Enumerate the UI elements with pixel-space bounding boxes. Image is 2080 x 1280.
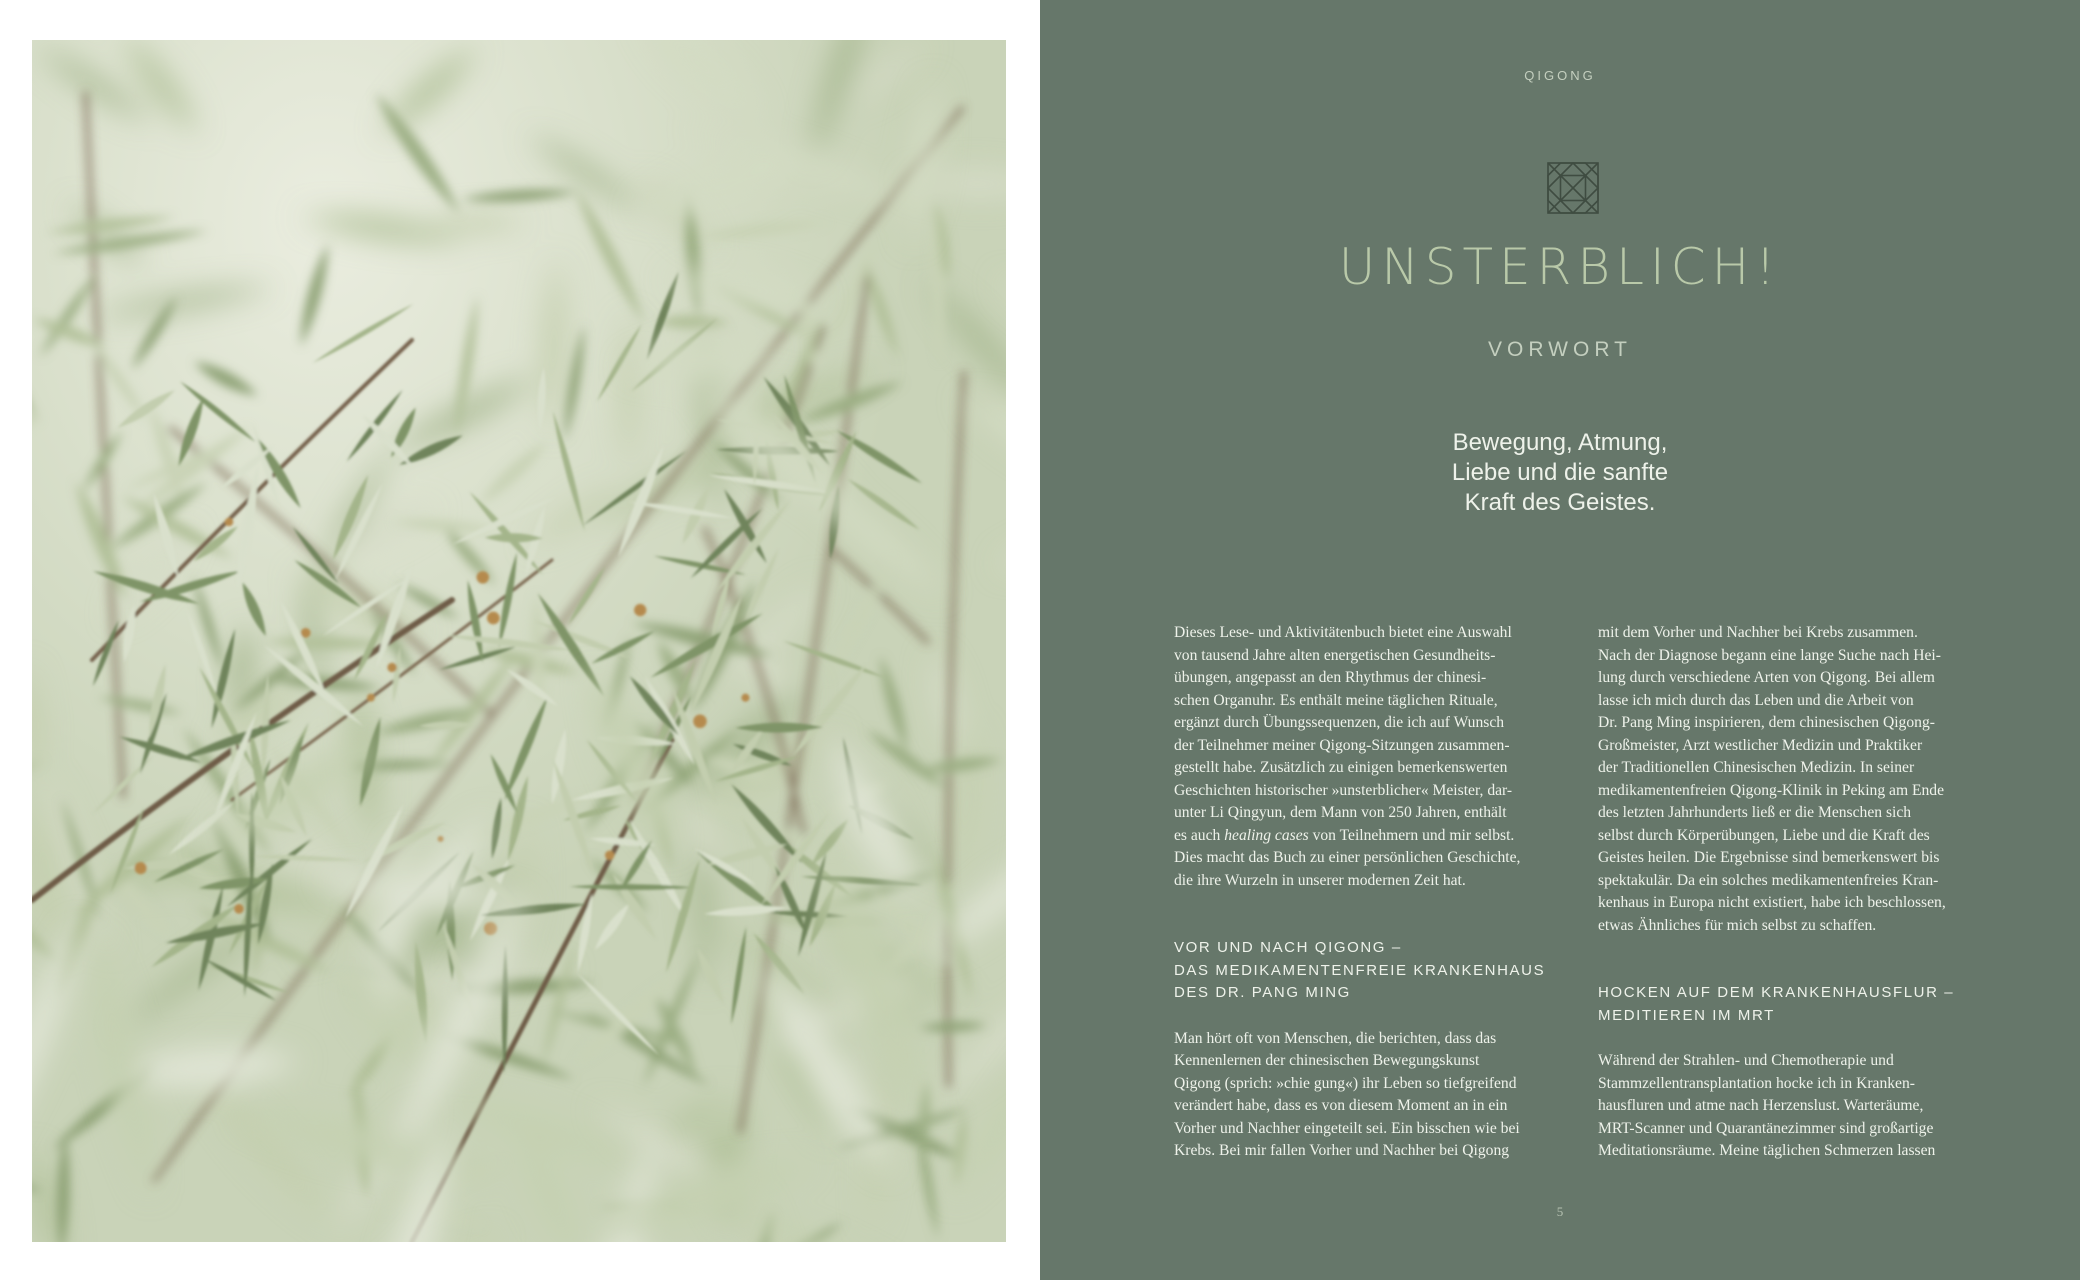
- text-line: Vorher und Nachher eingeteilt sei. Ein bisschen wie bei: [1174, 1119, 1520, 1137]
- text-line: Nach der Diagnose begann eine lange Suche nach Hei-: [1598, 646, 1941, 664]
- intro-paragraph: [1174, 622, 1574, 892]
- text-line: gestellt habe. Zusätzlich zu einigen bemerkenswerten: [1174, 759, 1508, 776]
- text-line: spektakulär. Da ein solches medikamentenfreies Kran-: [1598, 871, 1939, 889]
- text-line: Qigong (sprich: »chie gung«) ihr Leben so tiefgreifend: [1174, 1074, 1517, 1092]
- text-line: der Teilnehmer meiner Qigong-Sitzungen zusammen-: [1174, 736, 1510, 754]
- foliage-illustration: [32, 40, 1006, 1242]
- tagline-line: Kraft des Geistes.: [1464, 489, 1656, 516]
- text-line: Man hört oft von Menschen, die berichten, dass das: [1174, 1029, 1497, 1047]
- text-line: lasse ich mich durch das Leben und die Arbeit von: [1598, 691, 1914, 709]
- text-line: Während der Strahlen- und Chemotherapie und: [1598, 1052, 1894, 1069]
- text-line: übungen, angepasst an den Rhythmus der chinesi-: [1174, 669, 1487, 686]
- heading-line: HOCKEN AUF DEM KRANKENHAUSFLUR –: [1598, 984, 1955, 1001]
- section-heading-hospital-corridor: [1598, 982, 1998, 1027]
- section2-paragraph: [1598, 1050, 1998, 1163]
- text-line: Dr. Pang Ming inspirieren, dem chinesischen Qigong-: [1598, 714, 1935, 731]
- section1-paragraph: [1174, 1028, 1574, 1163]
- text-line: Kennenlernen der chinesischen Bewegungskunst: [1174, 1052, 1480, 1069]
- right-page: [1040, 0, 2080, 1280]
- text-line: Dieses Lese- und Aktivitätenbuch bietet eine Auswahl: [1174, 624, 1512, 641]
- text-line: die ihre Wurzeln in unserer modernen Zeit hat.: [1174, 871, 1466, 889]
- text-column-right: [1598, 622, 1998, 1163]
- text-line: kenhaus in Europa nicht existiert, habe ich beschlossen,: [1598, 894, 1946, 911]
- running-head: QIGONG: [1524, 68, 1596, 83]
- tagline-line: Bewegung, Atmung,: [1452, 429, 1668, 456]
- text-line: Dies macht das Buch zu einer persönlichen Geschichte,: [1174, 849, 1521, 866]
- geometric-lattice-icon: [1545, 160, 1601, 216]
- heading-line: DAS MEDIKAMENTENFREIE KRANKENHAUS: [1174, 961, 1546, 979]
- text-column-left: [1174, 622, 1574, 1163]
- page-subtitle: VORWORT: [1488, 338, 1632, 361]
- section-heading-qigong-hospital: [1174, 937, 1574, 1005]
- text-line: der Traditionellen Chinesischen Medizin. In seiner: [1598, 759, 1915, 776]
- text-line: schen Organuhr. Es enthält meine täglichen Rituale,: [1174, 691, 1498, 709]
- text-line: Krebs. Bei mir fallen Vorher und Nachher bei Qigong: [1174, 1142, 1510, 1159]
- foliage-photo: [32, 40, 1006, 1242]
- text-line: MRT-Scanner und Quarantänezimmer sind großartige: [1598, 1119, 1934, 1137]
- text-line: ergänzt durch Übungssequenzen, die ich auf Wunsch: [1174, 714, 1505, 731]
- text-line: Großmeister, Arzt westlicher Medizin und Praktiker: [1598, 736, 1923, 754]
- text-line: lung durch verschiedene Arten von Qigong. Bei allem: [1598, 669, 1935, 686]
- text-line: unter Li Qingyun, dem Mann von 250 Jahren, enthält: [1174, 804, 1507, 821]
- continuation-paragraph: [1598, 622, 1998, 937]
- text-line: medikamentenfreien Qigong-Klinik in Peking am Ende: [1598, 781, 1945, 799]
- text-line: Geschichten historischer »unsterblicher« Meister, dar-: [1174, 781, 1513, 799]
- page-title: UNSTERBLICH!: [1338, 238, 1782, 296]
- heading-line: DES DR. PANG MING: [1174, 984, 1351, 1001]
- text-line: etwas Ähnliches für mich selbst zu schaffen.: [1598, 916, 1877, 934]
- text-line: Geistes heilen. Die Ergebnisse sind bemerkenswert bis: [1598, 849, 1940, 866]
- text-line: hausfluren und atme nach Herzenslust. Warteräume,: [1598, 1097, 1924, 1114]
- text-line: selbst durch Körperübungen, Liebe und die Kraft des: [1598, 826, 1930, 844]
- page-number: 5: [1556, 1204, 1564, 1219]
- text-line: verändert habe, dass es von diesem Moment an in ein: [1174, 1097, 1508, 1114]
- text-line-italic-phrase: es auch healing cases von Teilnehmern und mir selbst.: [1174, 826, 1515, 844]
- heading-line: MEDITIEREN IM MRT: [1598, 1006, 1775, 1024]
- text-line: Stammzellentransplantation hocke ich in Kranken-: [1598, 1074, 1915, 1092]
- text-line: mit dem Vorher und Nachher bei Krebs zusammen.: [1598, 624, 1918, 641]
- tagline-line: Liebe und die sanfte: [1451, 459, 1669, 486]
- text-line: Meditationsräume. Meine täglichen Schmerzen lassen: [1598, 1142, 1936, 1159]
- text-line: des letzten Jahrhunderts ließ er die Menschen sich: [1598, 804, 1912, 821]
- heading-line: VOR UND NACH QIGONG –: [1174, 939, 1402, 956]
- tagline: [1360, 428, 1760, 518]
- text-line: von tausend Jahre alten energetischen Gesundheits-: [1174, 646, 1496, 664]
